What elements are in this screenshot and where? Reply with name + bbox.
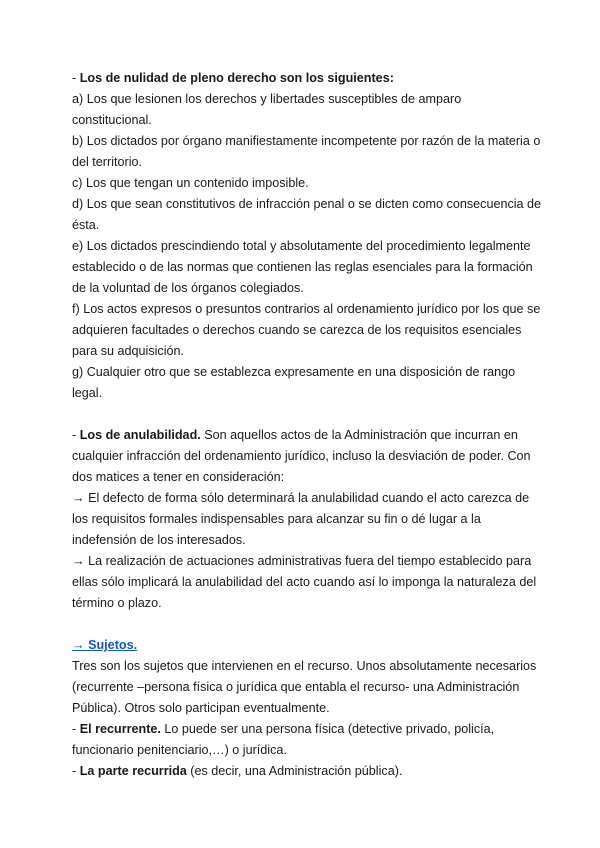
nulidad-heading-line <box>72 68 530 89</box>
anulabilidad-line: → La realización de actuaciones administrativas fuera del tiempo establecido para <box>72 554 532 568</box>
recurrida-label: La parte recurrida <box>79 764 187 778</box>
anulabilidad-heading-line <box>72 425 530 446</box>
dash: - <box>72 428 80 442</box>
sujetos-line: Pública). Otros solo participan eventualmente. <box>72 701 330 715</box>
sujetos-line: Tres son los sujetos que intervienen en el recurso. Unos absolutamente necesarios <box>72 659 537 673</box>
dash: - <box>72 722 80 736</box>
nulidad-line: para su adquisición. <box>72 344 185 358</box>
anulabilidad-line: los requisitos formales indispensables para alcanzar su fin o dé lugar a la <box>72 512 481 526</box>
nulidad-line: a) Los que lesionen los derechos y libertades susceptibles de amparo <box>72 92 462 106</box>
anulabilidad-line: término o plazo. <box>72 596 162 610</box>
nulidad-heading: Los de nulidad de pleno derecho son los siguientes: <box>79 71 394 85</box>
nulidad-line: establecido o de las normas que contienen las reglas esenciales para la formación <box>72 260 533 274</box>
nulidad-line: g) Cualquier otro que se establezca expresamente en una disposición de rango <box>72 365 516 379</box>
nulidad-line: del territorio. <box>72 155 142 169</box>
anulabilidad-line: cualquier infracción del ordenamiento jurídico, incluso la desviación de poder. Con <box>72 449 531 463</box>
sujetos-heading-line <box>72 635 530 656</box>
recurrente-line-2: funcionario penitenciario,…) o jurídica. <box>72 743 287 757</box>
recurrida-line <box>72 761 530 782</box>
paragraph-gap <box>72 404 530 425</box>
dash: - <box>72 71 80 85</box>
nulidad-line: legal. <box>72 386 103 400</box>
nulidad-line: constitucional. <box>72 113 152 127</box>
nulidad-line: f) Los actos expresos o presuntos contrarios al ordenamiento jurídico por los que se <box>72 302 541 316</box>
recurrente-label: El recurrente. <box>79 722 161 736</box>
anulabilidad-line: ellas sólo implicará la anulabilidad del acto cuando así lo imponga la naturaleza del <box>72 575 537 589</box>
nulidad-line: adquieren facultades o derechos cuando se carezca de los requisitos esenciales <box>72 323 522 337</box>
sujetos-heading-link[interactable]: → Sujetos. <box>72 638 138 652</box>
nulidad-line: ésta. <box>72 218 100 232</box>
anulabilidad-first-rest: Son aquellos actos de la Administración que incurran en <box>200 428 518 442</box>
paragraph-gap <box>72 614 530 635</box>
nulidad-line: de la voluntad de los órganos colegiados. <box>72 281 304 295</box>
anulabilidad-line: indefensión de los interesados. <box>72 533 246 547</box>
recurrida-rest: (es decir, una Administración pública). <box>186 764 403 778</box>
anulabilidad-line: → El defecto de forma sólo determinará la anulabilidad cuando el acto carezca de <box>72 491 530 505</box>
anulabilidad-heading: Los de anulabilidad. <box>79 428 201 442</box>
nulidad-line: b) Los dictados por órgano manifiestamente incompetente por razón de la materia o <box>72 134 541 148</box>
dash: - <box>72 764 80 778</box>
recurrente-line <box>72 719 530 740</box>
recurrente-rest: Lo puede ser una persona física (detective privado, policía, <box>160 722 495 736</box>
anulabilidad-line: dos matices a tener en consideración: <box>72 470 285 484</box>
sujetos-line: (recurrente –persona física o jurídica que entabla el recurso- una Administración <box>72 680 520 694</box>
nulidad-line: c) Los que tengan un contenido imposible. <box>72 176 309 190</box>
nulidad-line: e) Los dictados prescindiendo total y absolutamente del procedimiento legalmente <box>72 239 531 253</box>
nulidad-line: d) Los que sean constitutivos de infracción penal o se dicten como consecuencia de <box>72 197 542 211</box>
